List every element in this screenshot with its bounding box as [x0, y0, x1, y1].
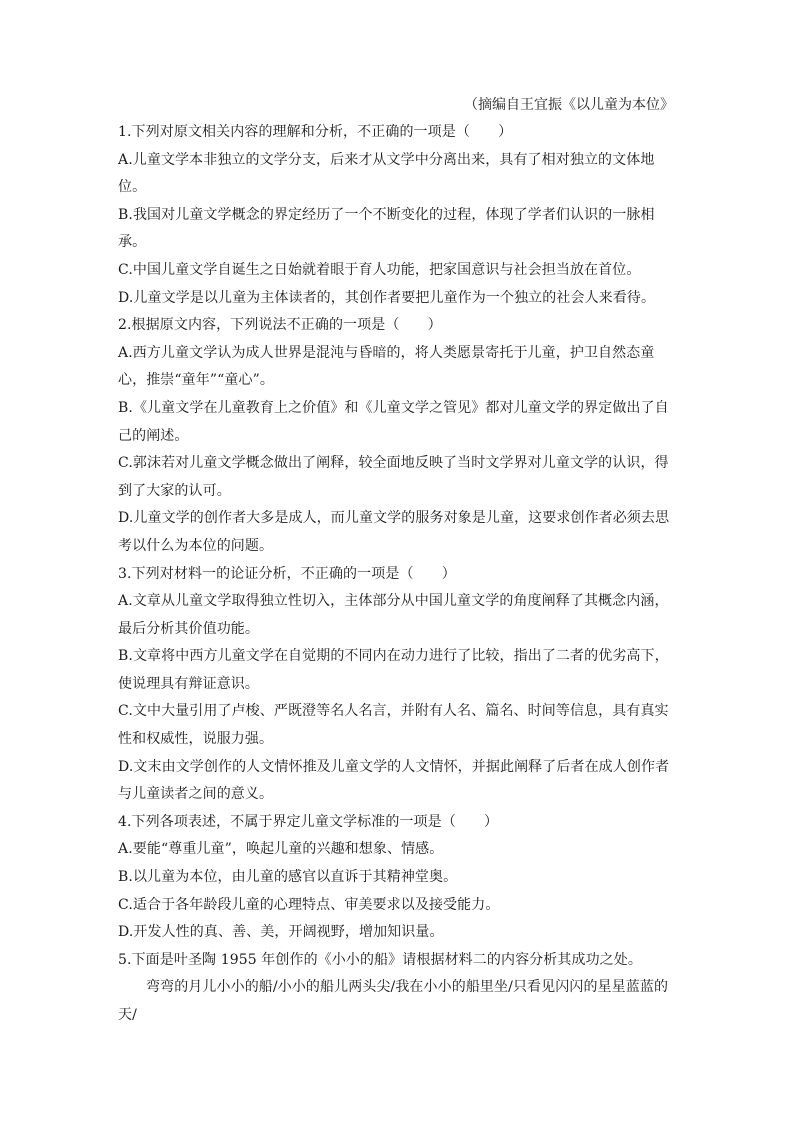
question-2-option-c-cont: 到了大家的认可。: [118, 482, 231, 499]
question-4-option-a: A.要能“尊重儿童”，唤起儿童的兴趣和想象、情感。: [118, 841, 444, 858]
poem-line-2: 天/: [118, 1007, 137, 1023]
question-2-option-b: B.《儿童文学在儿童教育上之价值》和《儿童文学之管见》都对儿童文学的界定做出了自: [118, 399, 669, 416]
question-3-option-b-cont: 使说理具有辩证意识。: [118, 675, 259, 692]
document-body: [118, 92, 674, 1030]
question-3-option-c: C.文中大量引用了卢梭、严既澄等名人名言，并附有人名、篇名、时间等信息，具有真实: [118, 703, 669, 720]
question-4-stem: 4.下列各项表述，不属于界定儿童文学标准的一项是（ ）: [118, 813, 499, 830]
question-5-stem: 5.下面是叶圣陶 1955 年创作的《小小的船》请根据材料二的内容分析其成功之处。: [118, 951, 642, 968]
question-3-option-a: A.文章从儿童文学取得独立性切入，主体部分从中国儿童文学的角度阐释了其概念内涵，: [118, 593, 669, 610]
question-1-option-b-cont: 承。: [118, 234, 147, 251]
question-2-option-b-cont: 己的阐述。: [118, 427, 189, 444]
question-4-option-d: D.开发人性的真、善、美，开阔视野，增加知识量。: [118, 924, 444, 941]
question-2-option-a-cont: 心，推崇“童年”“童心”。: [118, 372, 274, 389]
question-2-option-c: C.郭沫若对儿童文学概念做出了阐释，较全面地反映了当时文学界对儿童文学的认识，得: [118, 455, 669, 472]
question-3-option-b: B.文章将中西方儿童文学在自觉期的不同内在动力进行了比较，指出了二者的优劣高下，: [118, 648, 669, 665]
question-3-option-d: D.文末由文学创作的人文情怀推及儿童文学的人文情怀，并据此阐释了后者在成人创作者: [118, 758, 670, 775]
source-citation: （摘编自王宜振《以儿童为本位》: [464, 97, 674, 113]
question-1-option-d: D.儿童文学是以儿童为主体读者的，其创作者要把儿童作为一个独立的社会人来看待。: [118, 289, 656, 306]
question-1-option-a: A.儿童文学本非独立的文学分支，后来才从文学中分离出来，具有了相对独立的文体地: [118, 151, 655, 168]
question-2-option-d: D.儿童文学的创作者大多是成人，而儿童文学的服务对象是儿童，这要求创作者必须去思: [118, 510, 670, 527]
question-3-option-d-cont: 与儿童读者之间的意义。: [118, 786, 274, 803]
question-4-option-b: B.以儿童为本位，由儿童的感官以直诉于其精神堂奥。: [118, 869, 458, 886]
question-2-option-a: A.西方儿童文学认为成人世界是混沌与昏暗的，将人类愿景寄托于儿童，护卫自然态童: [118, 344, 655, 361]
question-2-stem: 2.根据原文内容，下列说法不正确的一项是（ ）: [118, 317, 442, 334]
poem-line-1: 弯弯的月儿小小的船/小小的船儿两头尖/我在小小的船里坐/只看见闪闪的星星蓝蓝的: [146, 979, 669, 996]
question-4-option-c: C.适合于各年龄段儿童的心理特点、审美要求以及接受能力。: [118, 896, 500, 913]
question-1-stem: 1.下列对原文相关内容的理解和分析，不正确的一项是（ ）: [118, 124, 513, 140]
question-1-option-c: C.中国儿童文学自诞生之日始就着眼于育人功能，把家国意识与社会担当放在首位。: [118, 261, 641, 278]
question-1-option-b: B.我国对儿童文学概念的界定经历了一个不断变化的过程，体现了学者们认识的一脉相: [118, 206, 655, 223]
question-3-option-a-cont: 最后分析其价值功能。: [118, 620, 259, 637]
question-3-option-c-cont: 性和权威性，说服力强。: [118, 731, 274, 748]
question-2-option-d-cont: 考以什么为本位的问题。: [118, 537, 274, 554]
question-1-option-a-cont: 位。: [118, 179, 147, 196]
question-3-stem: 3.下列对材料一的论证分析，不正确的一项是（ ）: [118, 565, 456, 582]
